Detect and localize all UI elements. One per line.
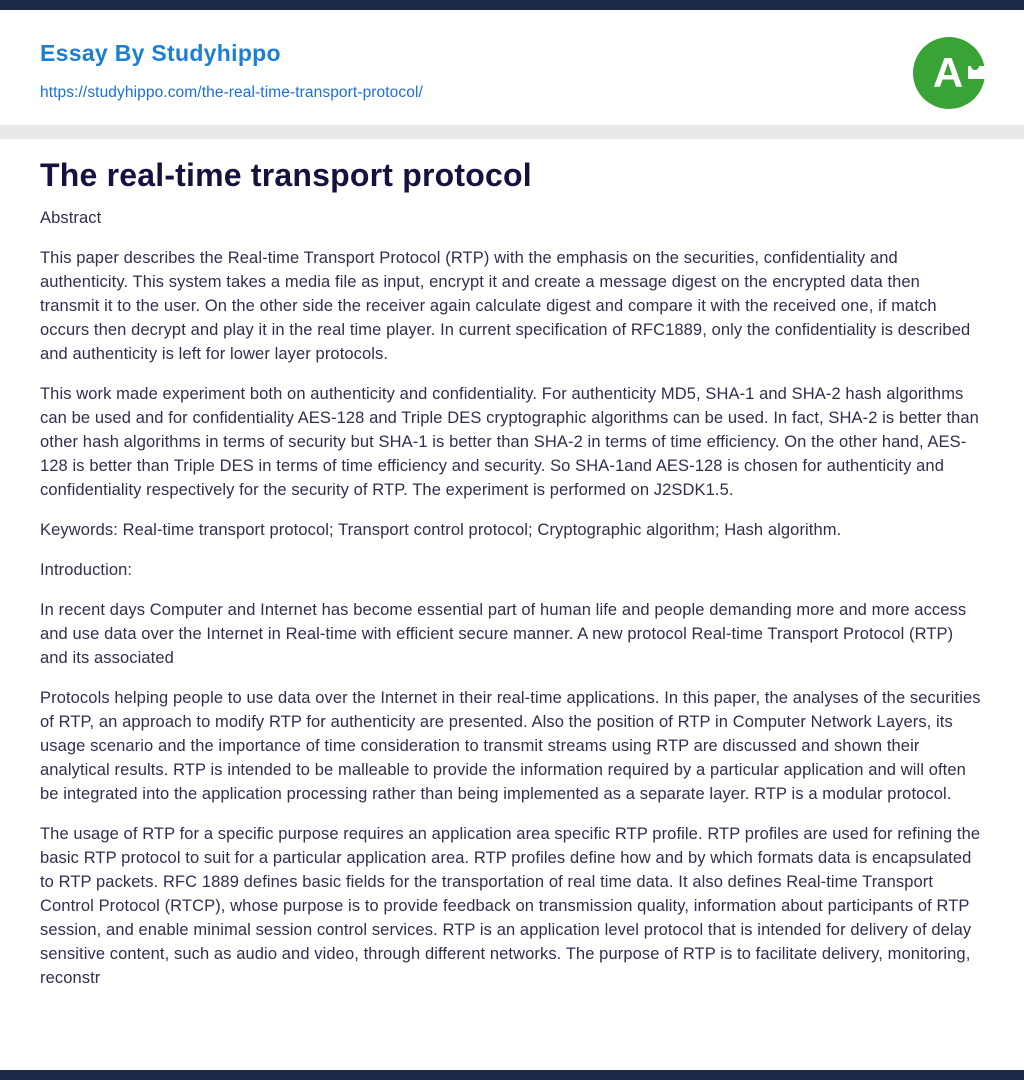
paragraph: This paper describes the Real-time Transport Protocol (RTP) with the emphasis on the securities, confidentiality and authenticity. This system takes a media file as input, encrypt it and create a message digest on the encrypted data then transmit it to the user. On the other side the receiver again calculate digest and compare it with the received one, if match occurs then decrypt and play it in the real time player. In current specification of RFC1889, only the confidentiality is described and authenticity is left for lower layer protocols. [40,249,971,363]
paragraph: The usage of RTP for a specific purpose requires an application area specific RTP profile. RTP profiles are used for refining the basic RTP protocol to suit for a particular application area. RTP profiles define how and by which formats data is encapsulated to RTP packets. RFC 1889 defines basic fields for the transportation of real time data. It also defines Real-time Transport Control Protocol (RTCP), whose purpose is to provide feedback on transmission quality, information about participants of RTP session, and enable minimal session control services. RTP is an application level protocol that is intended for delivery of delay sensitive content, such as audio and video, through different networks. The purpose of RTP is to facilitate delivery, monitoring, reconstr [40,825,981,987]
bottom-bar [0,1070,1024,1080]
header-text-block [40,40,423,102]
top-bar [0,0,1024,10]
paragraph: Abstract [40,209,102,227]
site-title: Essay By Studyhippo [40,40,281,66]
paragraph: In recent days Computer and Internet has become essential part of human life and people demanding more and more access and use data over the Internet in Real-time with efficient secure manner. A new protocol Real-time Transport Protocol (RTP) and its associated [40,601,967,667]
logo-letter: A [932,49,964,96]
article [0,139,1024,990]
article-body [40,206,984,990]
paragraph: Introduction: [40,561,133,579]
paragraph: Protocols helping people to use data over the Internet in their real-time applications. In this paper, the analyses of the securities of RTP, an approach to modify RTP for authenticity are presented. Also the position of RTP in Computer Network Layers, its usage scenario and the importance of time consideration to transmit streams using RTP are discussed and shown their analytical results. RTP is intended to be malleable to provide the information required by a particular application and will often be integrated into the application processing rather than being implemented as a separate layer. RTP is a modular protocol. [40,689,981,803]
article-title: The real-time transport protocol [40,157,532,193]
paragraph: Keywords: Real-time transport protocol; Transport control protocol; Cryptographic algorithm; Hash algorithm. [40,521,842,539]
divider-band [0,125,1024,139]
studyhippo-logo-icon [912,36,986,110]
page-header [0,10,1024,110]
paragraph: This work made experiment both on authenticity and confidentiality. For authenticity MD5, SHA-1 and SHA-2 hash algorithms can be used and for confidentiality AES-128 and Triple DES cryptographic algorithms can be used. In fact, SHA-2 is better than other hash algorithms in terms of security but SHA-1 is better than SHA-2 in terms of time efficiency. On the other hand, AES-128 is better than Triple DES in terms of time efficiency and security. So SHA-1and AES-128 is chosen for authenticity and confidentiality respectively for the security of RTP. The experiment is performed on J2SDK1.5. [40,385,979,499]
source-url-link[interactable]: https://studyhippo.com/the-real-time-transport-protocol/ [40,84,423,101]
